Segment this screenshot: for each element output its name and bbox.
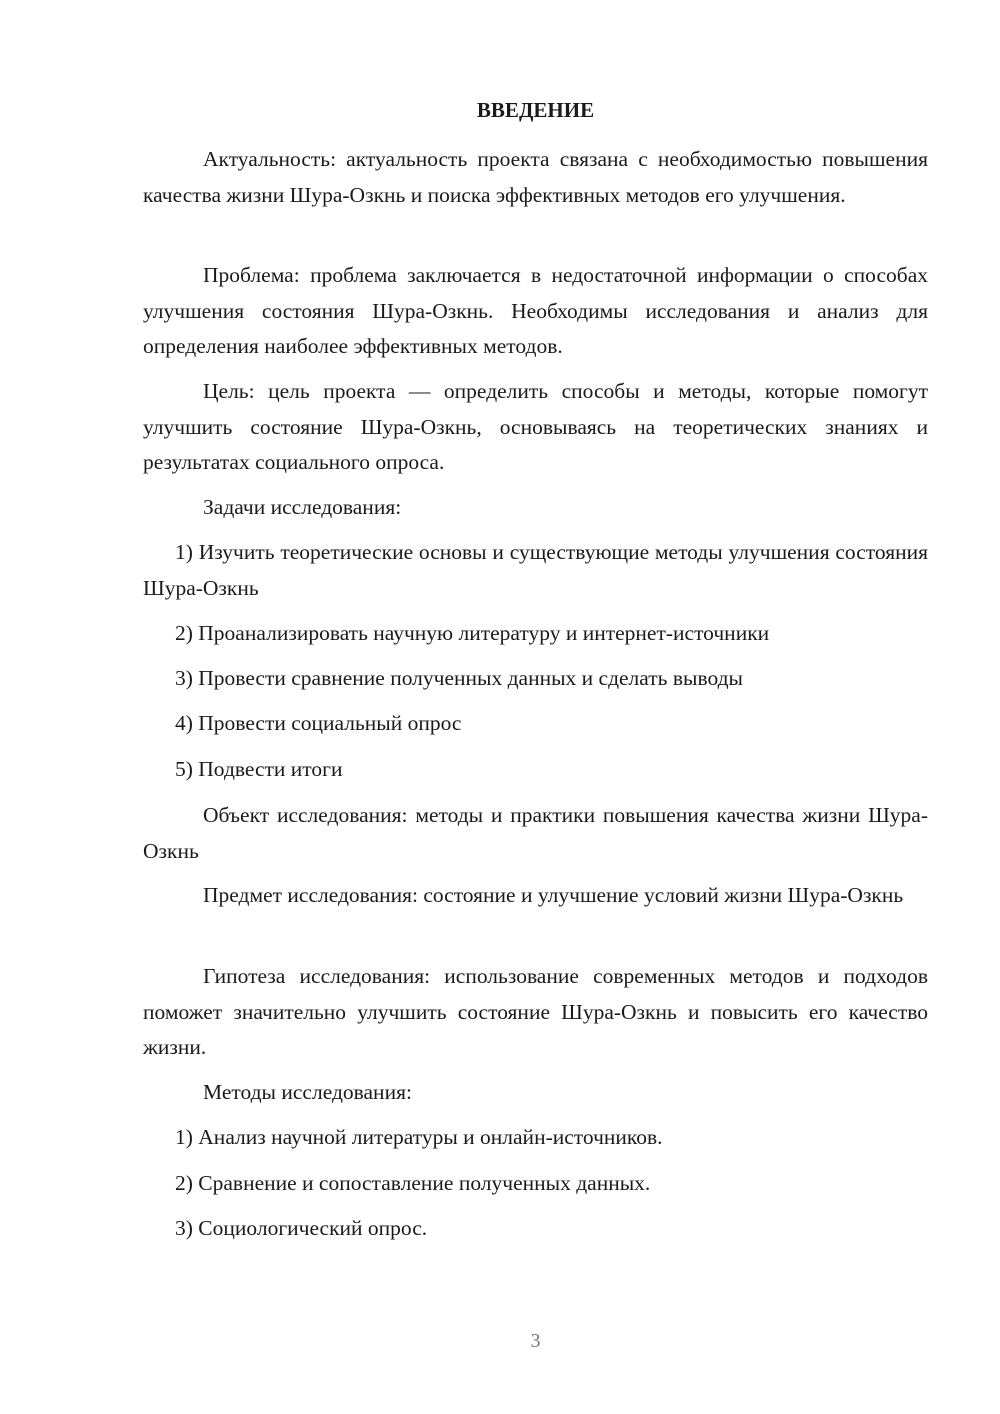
task-item-1 [143,535,928,606]
paragraph-tasks-heading [143,490,928,526]
paragraph-relevance [143,142,928,213]
paragraph-object-text: Объект исследования: методы и практики повышения качества жизни Шура-Озкнь [143,803,928,863]
document-page [143,0,928,1414]
task-item-text: 1) Изучить теоретические основы и существующие методы улучшения состояния Шура-Озкнь [143,540,928,600]
task-item-text: 2) Проанализировать научную литературу и интернет-источники [175,621,770,645]
paragraph-object [143,798,928,869]
paragraph-hypothesis-text: Гипотеза исследования: использование современных методов и подходов поможет значительно улучшить состояние Шура-Озкнь и повысить его качество жизни. [143,964,928,1059]
task-item-5 [143,752,928,788]
paragraph-problem-text: Проблема: проблема заключается в недостаточной информации о способах улучшения состояния Шура-Озкнь. Необходимы исследования и анализ для определения наиболее эффективных методов. [143,263,928,358]
paragraph-methods-heading [143,1075,928,1111]
task-item-text: 5) Подвести итоги [175,757,343,781]
task-item-2 [143,616,928,652]
paragraph-goal [143,374,928,481]
method-item-text: 2) Сравнение и сопоставление полученных данных. [175,1171,651,1195]
task-item-text: 3) Провести сравнение полученных данных и сделать выводы [175,666,743,690]
page-title: ВВЕДЕНИЕ [476,98,595,122]
paragraph-goal-text: Цель: цель проекта — определить способы и методы, которые помогут улучшить состояние Шура-Озкнь, основываясь на теоретических знаниях и результатах социального опроса. [143,379,928,474]
method-item-3 [143,1211,928,1247]
paragraph-problem [143,258,928,365]
paragraph-subject-text: Предмет исследования: состояние и улучшение условий жизни Шура-Озкнь [203,883,904,907]
method-item-text: 1) Анализ научной литературы и онлайн-источников. [175,1125,663,1149]
method-item-2 [143,1166,928,1202]
tasks-heading-text: Задачи исследования: [203,495,402,519]
methods-heading-text: Методы исследования: [203,1080,412,1104]
page-number: 3 [530,1330,541,1352]
paragraph-relevance-text: Актуальность: актуальность проекта связана с необходимостью повышения качества жизни Шура-Озкнь и поиска эффективных методов его улучшения. [143,147,928,207]
task-item-4 [143,706,928,742]
task-item-3 [143,661,928,697]
method-item-1 [143,1120,928,1156]
task-item-text: 4) Провести социальный опрос [175,711,462,735]
method-item-text: 3) Социологический опрос. [175,1216,428,1240]
paragraph-subject [143,878,928,914]
paragraph-hypothesis [143,959,928,1066]
